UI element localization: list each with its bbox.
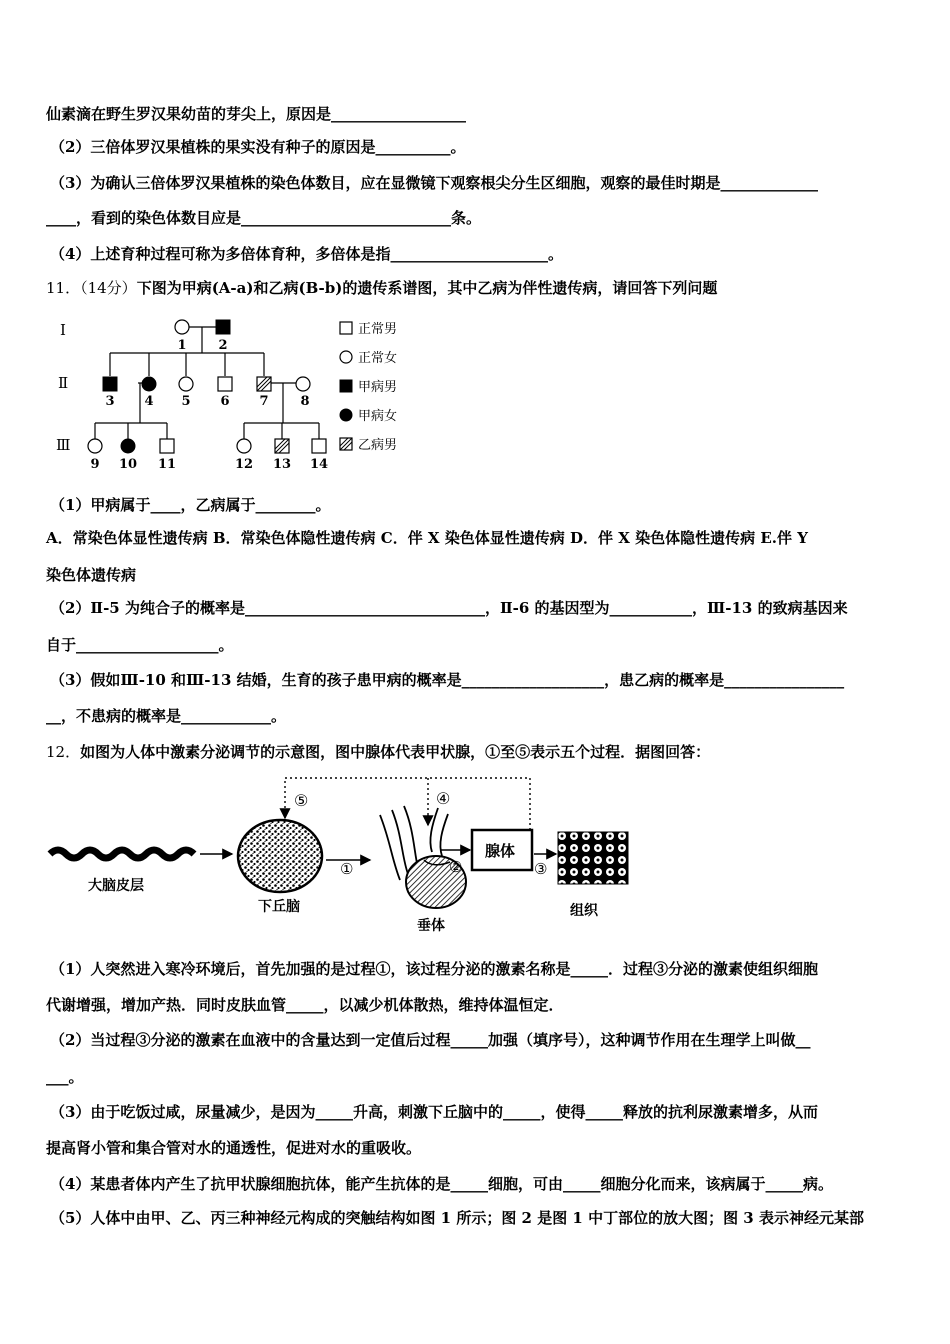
hypothalamus-shape [238,820,322,892]
id-13: 13 [272,457,292,472]
legend-normal-male-icon [340,322,352,334]
individual-12 [237,439,251,453]
gen-label-3: Ⅲ [56,436,71,454]
individual-6 [218,377,232,391]
id-1: 1 [177,338,187,353]
legend-a-male-icon [340,380,352,392]
id-2: 2 [218,338,228,353]
legend-b-male-icon [340,438,352,450]
id-8: 8 [300,394,310,409]
id-5: 5 [181,394,191,409]
id-14: 14 [309,457,329,472]
step-4-label: ④ [436,789,451,808]
step-1-label: ① [340,860,354,878]
legend-a-female: 甲病女 [358,409,398,424]
step-2-label: ② [449,858,463,876]
individual-4 [142,377,156,391]
text-line-13: __，不患病的概率是____________。 [46,707,287,725]
text-line-19: （3）由于吃饭过咸，尿量减少，是因为_____升高，刺激下丘脑中的_____，使得_____释放的抗利尿激素增多，从而 [50,1103,818,1121]
id-10: 10 [118,457,138,472]
legend-normal-female-icon [340,351,352,363]
text-line-5: （4）上述育种过程可称为多倍体育种，多倍体是指_____________________。 [50,245,563,263]
gland-label: 腺体 [485,842,516,860]
question-12-number: 12． [46,743,81,761]
question-11-number: 11．（14分） [46,279,137,297]
text-line-21: （4）某患者体内产生了抗甲状腺细胞抗体，能产生抗体的是_____细胞，可由_____细胞分化而来，该病属于_____病。 [50,1175,833,1193]
text-line-16: 代谢增强，增加产热．同时皮肤血管_____，以减少机体散热，维持体温恒定． [46,996,564,1014]
individual-10 [121,439,135,453]
id-12: 12 [234,457,254,472]
tissue-label: 组织 [570,903,598,919]
text-line-4: ____，看到的染色体数目应是____________________________条。 [46,209,482,227]
gen-label-2: Ⅱ [58,374,69,392]
question-12-line [46,742,710,762]
text-line-1: 仙素滴在野生罗汉果幼苗的芽尖上，原因是__________________ [46,105,467,123]
text-line-11: 自于___________________。 [46,636,234,654]
legend-normal-female: 正常女 [358,351,398,366]
legend-a-female-icon [340,409,352,421]
text-line-3: （3）为确认三倍体罗汉果植株的染色体数目，应在显微镜下观察根尖分生区细胞，观察的最佳时期是_____________ [50,174,818,192]
text-line-8: A．常染色体显性遗传病 B．常染色体隐性遗传病 C．伴 X 染色体显性遗传病 D．伴 X 染色体隐性遗传病 E.伴 Y [46,529,808,547]
text-line-22: （5）人体中由甲、乙、丙三种神经元构成的突触结构如图 1 所示；图 2 是图 1 中丁部位的放大图；图 3 表示神经元某部 [50,1209,864,1227]
individual-11 [160,439,174,453]
id-9: 9 [90,457,100,472]
individual-2 [216,320,230,334]
individual-3 [103,377,117,391]
individual-14 [312,439,326,453]
step-3-label: ③ [534,860,548,878]
pituitary-label: 垂体 [417,918,445,934]
text-line-17: （2）当过程③分泌的激素在血液中的含量达到一定值后过程_____加强（填序号），这种调节作用在生理学上叫做__ [50,1031,811,1049]
text-line-7: （1）甲病属于____，乙病属于________。 [50,496,331,514]
id-6: 6 [220,394,230,409]
pedigree-chart [40,308,420,478]
text-line-20: 提高肾小管和集合管对水的通透性，促进对水的重吸收。 [46,1139,422,1157]
text-line-12: （3）假如Ⅲ-10 和Ⅲ-13 结婚，生育的孩子患甲病的概率是___________________，患乙病的概率是________________ [50,671,845,689]
id-4: 4 [144,394,154,409]
individual-8 [296,377,310,391]
individual-5 [179,377,193,391]
text-line-18: ___。 [46,1068,84,1086]
text-line-15: （1）人突然进入寒冷环境后，首先加强的是过程①，该过程分泌的激素名称是_____．过程③分泌的激素使组织细胞 [50,960,818,978]
individual-1 [175,320,189,334]
gen-label-1: Ⅰ [60,321,66,339]
cerebral-cortex-label: 大脑皮层 [88,878,144,894]
legend-normal-male: 正常男 [358,322,398,337]
hormone-diagram [40,770,660,950]
text-line-9: 染色体遗传病 [46,566,137,584]
text-line-2: （2）三倍体罗汉果植株的果实没有种子的原因是__________。 [50,138,466,156]
question-12-text: 如图为人体中激素分泌调节的示意图，图中腺体代表甲状腺，①至⑤表示五个过程．据图回答： [80,743,711,761]
text-line-10: （2）Ⅱ-5 为纯合子的概率是________________________________，Ⅱ-6 的基因型为___________，Ⅲ-13 的致病基因来 [50,599,848,617]
question-11-line [46,278,717,298]
cerebral-cortex-shape [50,850,194,858]
id-7: 7 [259,394,269,409]
individual-9 [88,439,102,453]
hypothalamus-label: 下丘脑 [258,899,300,915]
question-11-text: 下图为甲病(A-a)和乙病(B-b)的遗传系谱图，其中乙病为伴性遗传病，请回答下列问题 [136,279,718,297]
id-11: 11 [157,457,177,472]
tissue-shape [558,832,628,884]
individual-13 [275,439,289,453]
legend-b-male: 乙病男 [358,438,398,453]
individual-7 [257,377,271,391]
legend-a-male: 甲病男 [358,380,398,395]
step-5-label: ⑤ [294,791,309,810]
id-3: 3 [105,394,115,409]
